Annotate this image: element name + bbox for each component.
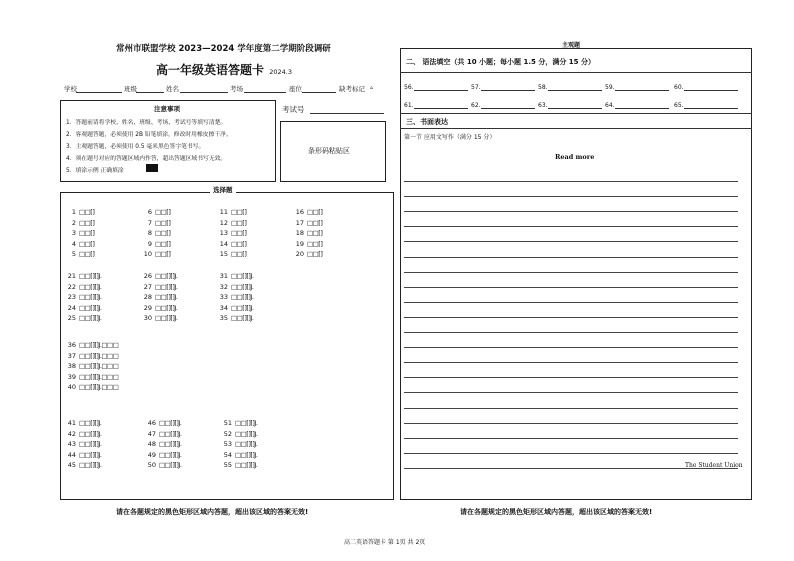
- question-row[interactable]: [142, 314, 177, 322]
- page-number: 高二英语答题卡 第 1页 共 2页: [344, 539, 426, 546]
- writing-line[interactable]: [404, 241, 738, 242]
- writing-line[interactable]: [404, 196, 738, 197]
- section2-divider: [400, 72, 752, 73]
- writing-line[interactable]: [404, 408, 738, 409]
- question-number: 36: [67, 341, 76, 349]
- question-row[interactable]: [142, 272, 177, 280]
- card-title-wrap: [156, 61, 292, 78]
- question-row[interactable]: [66, 229, 94, 237]
- blank-underline[interactable]: [481, 102, 535, 109]
- info-name-label: 姓名: [166, 85, 179, 93]
- question-row[interactable]: [218, 240, 246, 248]
- question-row[interactable]: [66, 293, 101, 301]
- question-row[interactable]: [222, 419, 257, 427]
- info-class-line[interactable]: [136, 92, 164, 93]
- question-row[interactable]: [66, 314, 101, 322]
- question-row[interactable]: [222, 440, 257, 448]
- answer-options[interactable]: □□[][]J.: [235, 461, 258, 470]
- answer-options[interactable]: □□[][]J.: [235, 429, 258, 438]
- blank-field[interactable]: [674, 102, 738, 109]
- blank-underline[interactable]: [481, 84, 535, 91]
- answer-options[interactable]: □□[][]J.: [79, 282, 102, 291]
- blank-underline[interactable]: [615, 102, 669, 109]
- blank-number: 58.: [538, 84, 548, 91]
- question-row[interactable]: [66, 250, 94, 258]
- exam-no-label: 考试号: [282, 105, 305, 114]
- question-number: 31: [219, 272, 228, 280]
- info-school-label: 学校: [64, 85, 77, 93]
- question-number: 53: [223, 440, 232, 449]
- question-row[interactable]: [66, 272, 101, 280]
- question-row[interactable]: [146, 451, 181, 459]
- question-row[interactable]: [222, 451, 257, 459]
- question-row[interactable]: [142, 240, 170, 248]
- question-row[interactable]: [66, 341, 118, 349]
- question-row[interactable]: [142, 283, 177, 291]
- answer-options[interactable]: □□[][]J.: [235, 450, 258, 459]
- writing-line[interactable]: [404, 423, 738, 424]
- question-number: 28: [143, 293, 152, 302]
- question-row[interactable]: [66, 383, 118, 391]
- question-row[interactable]: [222, 430, 257, 438]
- question-number: 30: [143, 314, 152, 323]
- barcode-label: 条形码粘贴区: [308, 147, 350, 155]
- question-row[interactable]: [142, 208, 170, 216]
- answer-options[interactable]: □□[][]J.: [231, 272, 254, 280]
- question-row[interactable]: [142, 250, 170, 258]
- answer-options[interactable]: □□[][]J.: [79, 461, 102, 470]
- answer-options[interactable]: □□[]: [231, 239, 247, 248]
- answer-options[interactable]: □□[][]J.: [159, 429, 182, 438]
- question-number: 12: [219, 218, 228, 227]
- notes-item: 5．填涂示例 正确填涂: [66, 168, 124, 174]
- answer-options[interactable]: □□[][]J.□□□: [79, 362, 119, 371]
- writing-line[interactable]: [404, 181, 738, 182]
- question-number: 16: [295, 208, 304, 216]
- question-number: 21: [67, 272, 76, 280]
- answer-options[interactable]: □□[]: [307, 239, 323, 248]
- question-row[interactable]: [66, 419, 101, 427]
- question-number: 44: [67, 450, 76, 459]
- answer-options[interactable]: □□[]: [79, 239, 95, 248]
- question-number: 13: [219, 229, 228, 238]
- question-row[interactable]: [142, 229, 170, 237]
- question-row[interactable]: [66, 283, 101, 291]
- writing-line[interactable]: [404, 453, 738, 454]
- info-absent-label: 缺考标记: [339, 85, 365, 93]
- question-row[interactable]: [66, 352, 118, 360]
- question-number: 11: [219, 208, 228, 216]
- objective-title: 选择题: [210, 185, 236, 194]
- school-title: 常州市联盟学校 2023—2024 学年度第二学期阶段调研: [116, 44, 331, 54]
- question-number: 32: [219, 282, 228, 291]
- question-number: 19: [295, 239, 304, 248]
- answer-options[interactable]: □□[][]J.: [159, 419, 182, 427]
- answer-options[interactable]: □□[][]J.: [79, 440, 102, 449]
- question-number: 45: [67, 461, 76, 470]
- question-row[interactable]: [218, 250, 246, 258]
- blank-underline[interactable]: [414, 102, 468, 109]
- question-row[interactable]: [218, 219, 246, 227]
- blank-field[interactable]: [605, 84, 669, 91]
- question-number: 40: [67, 383, 76, 392]
- answer-options[interactable]: □□[][]J.: [79, 450, 102, 459]
- info-class-label: 班级: [124, 85, 137, 93]
- question-number: 1: [71, 208, 76, 216]
- question-number: 6: [147, 208, 152, 216]
- writing-line[interactable]: [404, 332, 738, 333]
- question-number: 22: [67, 282, 76, 291]
- question-number: 37: [67, 351, 76, 360]
- question-number: 17: [295, 218, 304, 227]
- answer-options[interactable]: □□[][]J.: [235, 419, 258, 427]
- question-number: 5: [71, 250, 76, 259]
- section3-title: 三、书面表达: [406, 118, 448, 126]
- info-name-line[interactable]: [180, 92, 228, 93]
- answer-options[interactable]: □□[][]J.: [155, 303, 178, 312]
- answer-options[interactable]: □□[]: [307, 208, 323, 216]
- notes-title: 注意事项: [154, 105, 180, 113]
- question-number: 48: [147, 440, 156, 449]
- question-row[interactable]: [146, 440, 181, 448]
- answer-options[interactable]: □□[][]J.: [231, 293, 254, 302]
- writing-line[interactable]: [404, 438, 738, 439]
- answer-options[interactable]: □□[][]J.: [155, 293, 178, 302]
- blank-field[interactable]: [471, 84, 535, 91]
- writing-line[interactable]: [404, 226, 738, 227]
- info-room-label: 考场: [230, 85, 243, 93]
- blank-number: 65.: [674, 102, 684, 109]
- question-number: 4: [71, 239, 76, 248]
- question-row[interactable]: [66, 240, 94, 248]
- absent-mark-icon[interactable]: ▵: [370, 84, 374, 91]
- question-row[interactable]: [294, 229, 322, 237]
- writing-line[interactable]: [404, 362, 738, 363]
- section3-top-divider: [400, 113, 752, 114]
- question-number: 33: [219, 293, 228, 302]
- question-row[interactable]: [146, 461, 181, 469]
- blank-field[interactable]: [538, 84, 602, 91]
- blank-field[interactable]: [404, 84, 468, 91]
- question-number: 26: [143, 272, 152, 280]
- answer-options[interactable]: □□[]: [79, 250, 95, 259]
- answer-options[interactable]: □□[][]J.□□□: [79, 351, 119, 360]
- question-number: 39: [67, 372, 76, 381]
- blank-underline[interactable]: [615, 84, 669, 91]
- question-row[interactable]: [222, 461, 257, 469]
- question-row[interactable]: [66, 461, 101, 469]
- question-row[interactable]: [142, 293, 177, 301]
- writing-line[interactable]: [404, 347, 738, 348]
- blank-number: 60.: [674, 84, 684, 91]
- question-row[interactable]: [218, 208, 246, 216]
- question-row[interactable]: [218, 229, 246, 237]
- notes-item: 4．须在题号对应的答题区域内作答，超出答题区域书写无效。: [66, 156, 227, 162]
- footer-warning-right: 请在各题规定的黑色矩形区域内答题，超出该区域的答案无效!: [460, 508, 653, 516]
- answer-options[interactable]: □□[]: [155, 250, 171, 259]
- question-number: 14: [219, 239, 228, 248]
- answer-options[interactable]: □□[][]J.: [155, 272, 178, 280]
- question-number: 7: [147, 218, 152, 227]
- blank-field[interactable]: [674, 84, 738, 91]
- question-row[interactable]: [66, 440, 101, 448]
- blank-number: 57.: [471, 84, 481, 91]
- blank-number: 59.: [605, 84, 615, 91]
- answer-options[interactable]: □□[]: [307, 218, 323, 227]
- answer-options[interactable]: □□[]: [231, 229, 247, 238]
- writing-line[interactable]: [404, 211, 738, 212]
- question-row[interactable]: [218, 293, 253, 301]
- question-row[interactable]: [66, 373, 118, 381]
- subjective-title: 主观题: [562, 42, 581, 49]
- question-number: 18: [295, 229, 304, 238]
- blank-field[interactable]: [471, 102, 535, 109]
- question-number: 23: [67, 293, 76, 302]
- question-row[interactable]: [218, 283, 253, 291]
- blank-field[interactable]: [538, 102, 602, 109]
- read-more-label: Read more: [555, 153, 595, 161]
- section3-divider: [400, 128, 752, 129]
- writing-line[interactable]: [404, 287, 738, 288]
- card-title: 高一年级英语答题卡: [156, 63, 265, 77]
- question-row[interactable]: [218, 272, 253, 280]
- question-number: 52: [223, 429, 232, 438]
- answer-options[interactable]: □□[]: [79, 218, 95, 227]
- answer-options[interactable]: □□[][]J.: [159, 440, 182, 449]
- footer-warning-left: 请在各题规定的黑色矩形区域内答题，超出该区域的答案无效!: [116, 508, 309, 516]
- question-number: 47: [147, 429, 156, 438]
- answer-options[interactable]: □□[]: [155, 218, 171, 227]
- question-row[interactable]: [142, 219, 170, 227]
- answer-options[interactable]: □□[][]J.: [79, 419, 102, 427]
- question-row[interactable]: [66, 219, 94, 227]
- question-number: 15: [219, 250, 228, 259]
- question-number: 38: [67, 362, 76, 371]
- blank-number: 56.: [404, 84, 414, 91]
- answer-options[interactable]: □□[][]J.: [159, 450, 182, 459]
- answer-options[interactable]: □□[]: [231, 250, 247, 259]
- card-date: 2024.3: [269, 68, 292, 76]
- filled-example-icon: [146, 164, 158, 172]
- answer-options[interactable]: □□[][]J.: [155, 314, 178, 323]
- writing-line[interactable]: [404, 257, 738, 258]
- section2-title: 二、 语法填空（共 10 小题；每小题 1.5 分，满分 15 分）: [406, 58, 595, 66]
- question-number: 25: [67, 314, 76, 323]
- question-number: 43: [67, 440, 76, 449]
- answer-options[interactable]: □□[][]J.: [79, 314, 102, 323]
- blank-underline[interactable]: [548, 84, 602, 91]
- answer-options[interactable]: □□[][]J.: [79, 272, 102, 280]
- question-number: 55: [223, 461, 232, 470]
- question-number: 34: [219, 303, 228, 312]
- question-number: 9: [147, 239, 152, 248]
- writing-line[interactable]: [404, 377, 738, 378]
- question-number: 49: [147, 450, 156, 459]
- answer-options[interactable]: □□[]: [79, 208, 95, 216]
- notes-item: 2．客观题答题，必须使用 2B 铅笔填涂，修改时用橡皮擦干净。: [66, 132, 232, 138]
- answer-options[interactable]: □□[][]J.: [231, 282, 254, 291]
- info-school-line[interactable]: [76, 92, 122, 93]
- answer-options[interactable]: □□[]: [231, 208, 247, 216]
- question-number: 35: [219, 314, 228, 323]
- question-row[interactable]: [66, 208, 94, 216]
- answer-options[interactable]: □□[][]J.: [231, 314, 254, 323]
- info-seat-label: 座位: [289, 85, 302, 93]
- writing-part-title: 第一节 应用文写作（满分 15 分）: [404, 134, 496, 141]
- question-row[interactable]: [218, 304, 253, 312]
- answer-options[interactable]: □□[][]J.□□□: [79, 372, 119, 381]
- question-number: 51: [223, 419, 232, 427]
- question-number: 20: [295, 250, 304, 259]
- blank-underline[interactable]: [548, 102, 602, 109]
- question-row[interactable]: [146, 419, 181, 427]
- writing-line[interactable]: [404, 392, 738, 393]
- answer-options[interactable]: □□[]: [155, 239, 171, 248]
- question-row[interactable]: [294, 219, 322, 227]
- signature-text: The Student Union: [685, 462, 743, 469]
- question-row[interactable]: [146, 430, 181, 438]
- blank-number: 62.: [471, 102, 481, 109]
- question-row[interactable]: [294, 250, 322, 258]
- exam-no-line[interactable]: [310, 113, 384, 114]
- notes-item: 1．答题前请将学校、姓名、班级、考场、考试号等填写清楚。: [66, 120, 227, 126]
- question-number: 3: [71, 229, 76, 238]
- blank-underline[interactable]: [414, 84, 468, 91]
- question-number: 10: [143, 250, 152, 259]
- answer-options[interactable]: □□[][]J.: [235, 440, 258, 449]
- answer-options[interactable]: □□[]: [155, 229, 171, 238]
- question-row[interactable]: [66, 451, 101, 459]
- question-number: 46: [147, 419, 156, 427]
- answer-options[interactable]: □□[][]J.: [79, 293, 102, 302]
- writing-line[interactable]: [404, 317, 738, 318]
- blank-number: 61.: [404, 102, 414, 109]
- question-number: 50: [147, 461, 156, 470]
- question-number: 54: [223, 450, 232, 459]
- writing-line[interactable]: [404, 302, 738, 303]
- question-number: 42: [67, 429, 76, 438]
- answer-options[interactable]: □□[][]J.: [155, 282, 178, 291]
- question-row[interactable]: [294, 240, 322, 248]
- blank-field[interactable]: [404, 102, 468, 109]
- notes-item: 3．主观题答题，必须使用 0.5 毫米黑色签字笔书写。: [66, 144, 205, 150]
- answer-options[interactable]: □□[][]J.: [79, 303, 102, 312]
- answer-options[interactable]: □□[]: [155, 208, 171, 216]
- answer-options[interactable]: □□[][]J.: [231, 303, 254, 312]
- answer-options[interactable]: □□[][]J.: [159, 461, 182, 470]
- answer-options[interactable]: □□[]: [307, 229, 323, 238]
- question-row[interactable]: [294, 208, 322, 216]
- answer-options[interactable]: □□[][]J.□□□: [79, 383, 119, 392]
- answer-options[interactable]: □□[][]J.: [79, 429, 102, 438]
- question-number: 2: [71, 218, 76, 227]
- question-number: 8: [147, 229, 152, 238]
- question-number: 24: [67, 303, 76, 312]
- question-row[interactable]: [218, 314, 253, 322]
- answer-options[interactable]: □□[]: [307, 250, 323, 259]
- question-row[interactable]: [66, 304, 101, 312]
- blank-number: 64.: [605, 102, 615, 109]
- question-number: 41: [67, 419, 76, 427]
- question-row[interactable]: [142, 304, 177, 312]
- answer-options[interactable]: □□[]: [231, 218, 247, 227]
- question-row[interactable]: [66, 362, 118, 370]
- blank-underline[interactable]: [684, 84, 738, 91]
- answer-options[interactable]: □□[]: [79, 229, 95, 238]
- info-room-line[interactable]: [244, 92, 286, 93]
- answer-options[interactable]: □□[][]J.□□□: [79, 341, 119, 349]
- blank-field[interactable]: [605, 102, 669, 109]
- blank-underline[interactable]: [684, 102, 738, 109]
- info-seat-line[interactable]: [302, 92, 336, 93]
- question-row[interactable]: [66, 430, 101, 438]
- subjective-box: [400, 48, 752, 500]
- question-number: 27: [143, 282, 152, 291]
- question-number: 29: [143, 303, 152, 312]
- blank-number: 63.: [538, 102, 548, 109]
- writing-line[interactable]: [404, 272, 738, 273]
